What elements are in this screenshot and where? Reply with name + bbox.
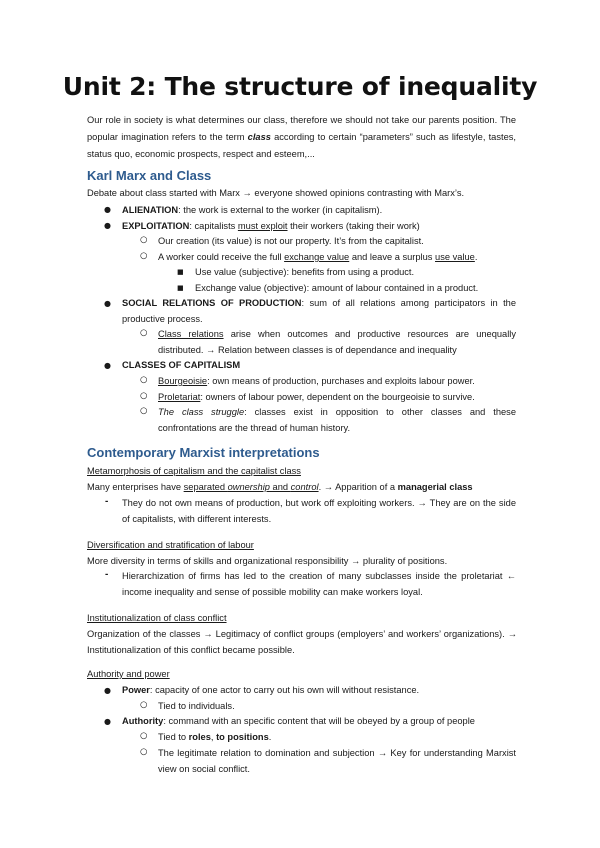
list-item-bourgeoisie: Bourgeoisie: own means of production, purchases and exploits labour power. [158, 376, 475, 386]
list-item-tied-individuals: Tied to individuals. [158, 701, 235, 711]
circle-bullet-icon: ○ [140, 406, 148, 416]
circle-bullet-icon: ○ [140, 328, 148, 338]
page-title: Unit 2: The structure of inequality [62, 72, 538, 101]
list-item-tied-roles: Tied to roles, to positions. [158, 732, 272, 742]
list-item-hierarchization: Hierarchization of firms has led to the creation of many subclasses inside the proletariat ← income inequality and sense of possible mobility can make workers loyal. [122, 571, 516, 597]
bullet-icon: ● [104, 299, 111, 308]
list-item-proletariat: Proletariat: owners of labour power, dependent on the bourgeoisie to survive. [158, 392, 475, 402]
subheading-authority: Authority and power [87, 669, 170, 679]
institutionalization-text: Organization of the classes → Legitimacy of conflict groups (employers’ and workers’ organizations). → Institutionalization of this conflict became possible. [87, 629, 517, 655]
square-bullet-icon: ■ [177, 284, 184, 292]
circle-bullet-icon: ○ [140, 375, 148, 385]
list-item-class-relations: Class relations arise when outcomes and productive resources are unequally distributed. → Relation between classes is of dependance and inequality [158, 329, 516, 355]
circle-bullet-icon: ○ [140, 747, 148, 757]
bullet-icon: ● [104, 686, 111, 695]
subheading-metamorphosis: Metamorphosis of capitalism and the capitalist class [87, 466, 301, 476]
bullet-icon: ● [104, 205, 111, 214]
bullet-icon: ● [104, 221, 111, 230]
list-item-worker: A worker could receive the full exchange value and leave a surplus use value. [158, 252, 478, 262]
list-item-authority: Authority: command with an specific content that will be obeyed by a group of people [122, 716, 475, 726]
section-heading-contemporary: Contemporary Marxist interpretations [87, 445, 320, 460]
circle-bullet-icon: ○ [140, 731, 148, 741]
subheading-institutionalization: Institutionalization of class conflict [87, 613, 227, 623]
circle-bullet-icon: ○ [140, 700, 148, 710]
list-item-managerial: They do not own means of production, but work off exploiting workers. → They are on the side of capitalists, with different interests. [122, 498, 516, 524]
bullet-icon: ● [104, 361, 111, 370]
diversification-lead: More diversity in terms of skills and organizational responsibility → plurality of positions. [87, 556, 448, 566]
intro-paragraph [87, 112, 516, 163]
list-item-social-relations: SOCIAL RELATIONS OF PRODUCTION: sum of all relations among participators in the productive process. [122, 298, 517, 324]
dash-bullet-icon: - [105, 496, 109, 507]
metamorphosis-lead: Many enterprises have separated ownership and control. → Apparition of a managerial class [87, 482, 473, 492]
list-item-classes-of-capitalism: CLASSES OF CAPITALISM [122, 360, 241, 370]
marx-lead: Debate about class started with Marx → everyone showed opinions contrasting with Marx’s. [87, 188, 465, 198]
circle-bullet-icon: ○ [140, 235, 148, 245]
intro-class-word: class [247, 132, 271, 142]
intro-text-2: according to certain “parameters” such as lifestyle, tastes, status quo, economic prospects, respect and esteem,... [87, 132, 516, 159]
list-item-power: Power: capacity of one actor to carry out his own will without resistance. [122, 685, 420, 695]
circle-bullet-icon: ○ [140, 391, 148, 401]
bullet-icon: ● [104, 717, 111, 726]
list-item-exchange-value: Exchange value (objective): amount of labour contained in a product. [195, 283, 479, 293]
section-heading-marx: Karl Marx and Class [87, 168, 212, 183]
square-bullet-icon: ■ [177, 268, 184, 276]
list-item-class-struggle: The class struggle: classes exist in opposition to other classes and these confrontations are the thread of human history. [158, 407, 516, 433]
list-item-creation: Our creation (its value) is not our property. It’s from the capitalist. [158, 236, 424, 246]
intro-text-1: Our role in society is what determines our class, therefore we should not take our parents position. The popular imagination refers to the term [87, 115, 516, 142]
subheading-diversification: Diversification and stratification of labour [87, 540, 254, 550]
list-item-alienation: ALIENATION: the work is external to the worker (in capitalism). [122, 205, 383, 215]
list-item-use-value: Use value (subjective): benefits from using a product. [195, 267, 415, 277]
dash-bullet-icon: - [105, 569, 109, 580]
circle-bullet-icon: ○ [140, 251, 148, 261]
list-item-legitimate-relation: The legitimate relation to domination and subjection → Key for understanding Marxist view on social conflict. [158, 748, 516, 774]
list-item-exploitation: EXPLOITATION: capitalists must exploit their workers (taking their work) [122, 221, 420, 231]
